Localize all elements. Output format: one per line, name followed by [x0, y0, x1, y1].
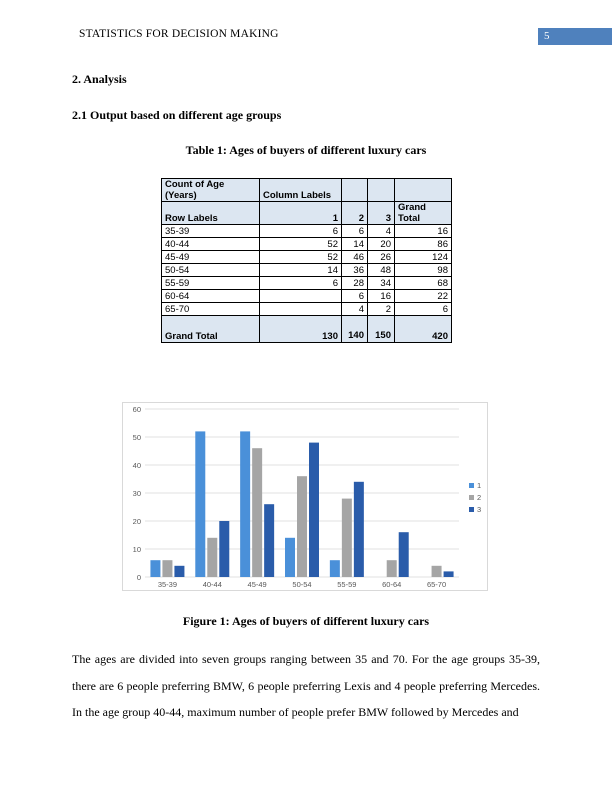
header-cell: Grand Total — [395, 202, 452, 225]
page-number: 5 — [538, 28, 612, 45]
table-cell: 40-44 — [162, 238, 260, 251]
y-tick-label: 40 — [132, 461, 141, 470]
bar-40-44-series-1 — [195, 431, 205, 577]
table-cell: 50-54 — [162, 264, 260, 277]
table-header-row — [162, 179, 452, 202]
table-cell — [260, 290, 342, 303]
table-cell: 4 — [368, 225, 395, 238]
header-cell: Row Labels — [162, 202, 260, 225]
table-cell: 52 — [260, 251, 342, 264]
y-tick-label: 10 — [132, 545, 141, 554]
x-tick-label: 60-64 — [382, 580, 402, 589]
bar-50-54-series-3 — [309, 443, 319, 577]
x-tick-label: 35-39 — [157, 580, 178, 589]
table-cell: 22 — [395, 290, 452, 303]
y-tick-label: 60 — [132, 405, 141, 414]
table-cell: 420 — [395, 316, 452, 343]
y-tick-label: 50 — [132, 433, 141, 442]
table-caption: Table 1: Ages of buyers of different luxury cars — [185, 143, 427, 157]
table-cell: 35-39 — [162, 225, 260, 238]
table-cell: 52 — [260, 238, 342, 251]
legend-swatch-2 — [469, 495, 474, 500]
bar-55-59-series-1 — [330, 560, 340, 577]
section-heading: 2. Analysis — [72, 72, 127, 86]
table-cell: 150 — [368, 316, 395, 343]
bar-55-59-series-3 — [354, 482, 364, 577]
table-row — [162, 238, 452, 251]
table-cell: 48 — [368, 264, 395, 277]
table-cell: 124 — [395, 251, 452, 264]
y-tick-label: 0 — [136, 573, 141, 582]
table-cell: 4 — [342, 303, 368, 316]
table-cell: 140 — [342, 316, 368, 343]
table-cell: Grand Total — [162, 316, 260, 343]
table-cell: 130 — [260, 316, 342, 343]
bar-35-39-series-3 — [174, 566, 184, 577]
legend-swatch-1 — [469, 483, 474, 488]
table-cell: 2 — [368, 303, 395, 316]
header-cell — [342, 179, 368, 202]
x-tick-label: 40-44 — [202, 580, 222, 589]
bar-35-39-series-2 — [162, 560, 172, 577]
table-cell: 6 — [395, 303, 452, 316]
bar-65-70-series-3 — [444, 571, 454, 577]
table-cell: 60-64 — [162, 290, 260, 303]
table-cell — [260, 303, 342, 316]
bar-60-64-series-3 — [399, 532, 409, 577]
header-cell: 3 — [368, 202, 395, 225]
table-cell: 6 — [260, 225, 342, 238]
pivot-table — [161, 178, 452, 343]
header-cell: Count of Age (Years) — [162, 179, 260, 202]
header-cell: 1 — [260, 202, 342, 225]
table-cell: 65-70 — [162, 303, 260, 316]
table-cell: 86 — [395, 238, 452, 251]
table-cell: 20 — [368, 238, 395, 251]
table-row — [162, 264, 452, 277]
chart-svg — [123, 403, 489, 592]
table-cell: 34 — [368, 277, 395, 290]
table-row — [162, 251, 452, 264]
table-cell: 6 — [342, 290, 368, 303]
header-cell: 2 — [342, 202, 368, 225]
table-row — [162, 225, 452, 238]
y-tick-label: 30 — [132, 489, 141, 498]
bar-65-70-series-2 — [432, 566, 442, 577]
running-header: STATISTICS FOR DECISION MAKING — [79, 28, 279, 40]
table-cell: 45-49 — [162, 251, 260, 264]
table-cell: 14 — [260, 264, 342, 277]
x-tick-label: 50-54 — [292, 580, 312, 589]
figure-caption: Figure 1: Ages of buyers of different luxury cars — [182, 614, 430, 628]
bar-40-44-series-3 — [219, 521, 229, 577]
subsection-heading: 2.1 Output based on different age groups — [72, 108, 282, 122]
table-cell: 16 — [368, 290, 395, 303]
legend-swatch-3 — [469, 507, 474, 512]
bar-50-54-series-2 — [297, 476, 307, 577]
bar-chart — [122, 402, 488, 591]
table-cell: 98 — [395, 264, 452, 277]
table-cell: 68 — [395, 277, 452, 290]
bar-55-59-series-2 — [342, 499, 352, 577]
table-cell: 26 — [368, 251, 395, 264]
table-cell: 28 — [342, 277, 368, 290]
legend-label: 1 — [477, 481, 482, 490]
bar-45-49-series-1 — [240, 431, 250, 577]
table-cell: 14 — [342, 238, 368, 251]
bar-50-54-series-1 — [285, 538, 295, 577]
table-row — [162, 277, 452, 290]
bar-60-64-series-2 — [387, 560, 397, 577]
table-cell: 6 — [260, 277, 342, 290]
header-cell — [368, 179, 395, 202]
header-cell — [395, 179, 452, 202]
legend-label: 2 — [477, 493, 482, 502]
table-header-row — [162, 202, 452, 225]
table-row — [162, 290, 452, 303]
header-cell: Column Labels — [260, 179, 342, 202]
x-tick-label: 55-59 — [337, 580, 357, 589]
table-cell: 16 — [395, 225, 452, 238]
bar-40-44-series-2 — [207, 538, 217, 577]
grand-total-row — [162, 316, 452, 343]
y-tick-label: 20 — [132, 517, 141, 526]
bar-45-49-series-3 — [264, 504, 274, 577]
paragraph-text: The ages are divided into seven groups ranging between 35 and 70. For the age groups 35-39, there are 6 people preferring BMW, 6 people preferring Lexis and 4 people preferring Mercedes. In the age group 40-44, maximum number of people prefer BMW followed by Mercedes and — [72, 652, 540, 719]
table-cell: 55-59 — [162, 277, 260, 290]
legend-label: 3 — [477, 505, 482, 514]
table-cell: 6 — [342, 225, 368, 238]
x-tick-label: 65-70 — [426, 580, 447, 589]
bar-35-39-series-1 — [150, 560, 160, 577]
x-tick-label: 45-49 — [247, 580, 267, 589]
table-row — [162, 303, 452, 316]
body-paragraph — [72, 646, 540, 726]
bar-45-49-series-2 — [252, 448, 262, 577]
table-cell: 36 — [342, 264, 368, 277]
table-cell: 46 — [342, 251, 368, 264]
